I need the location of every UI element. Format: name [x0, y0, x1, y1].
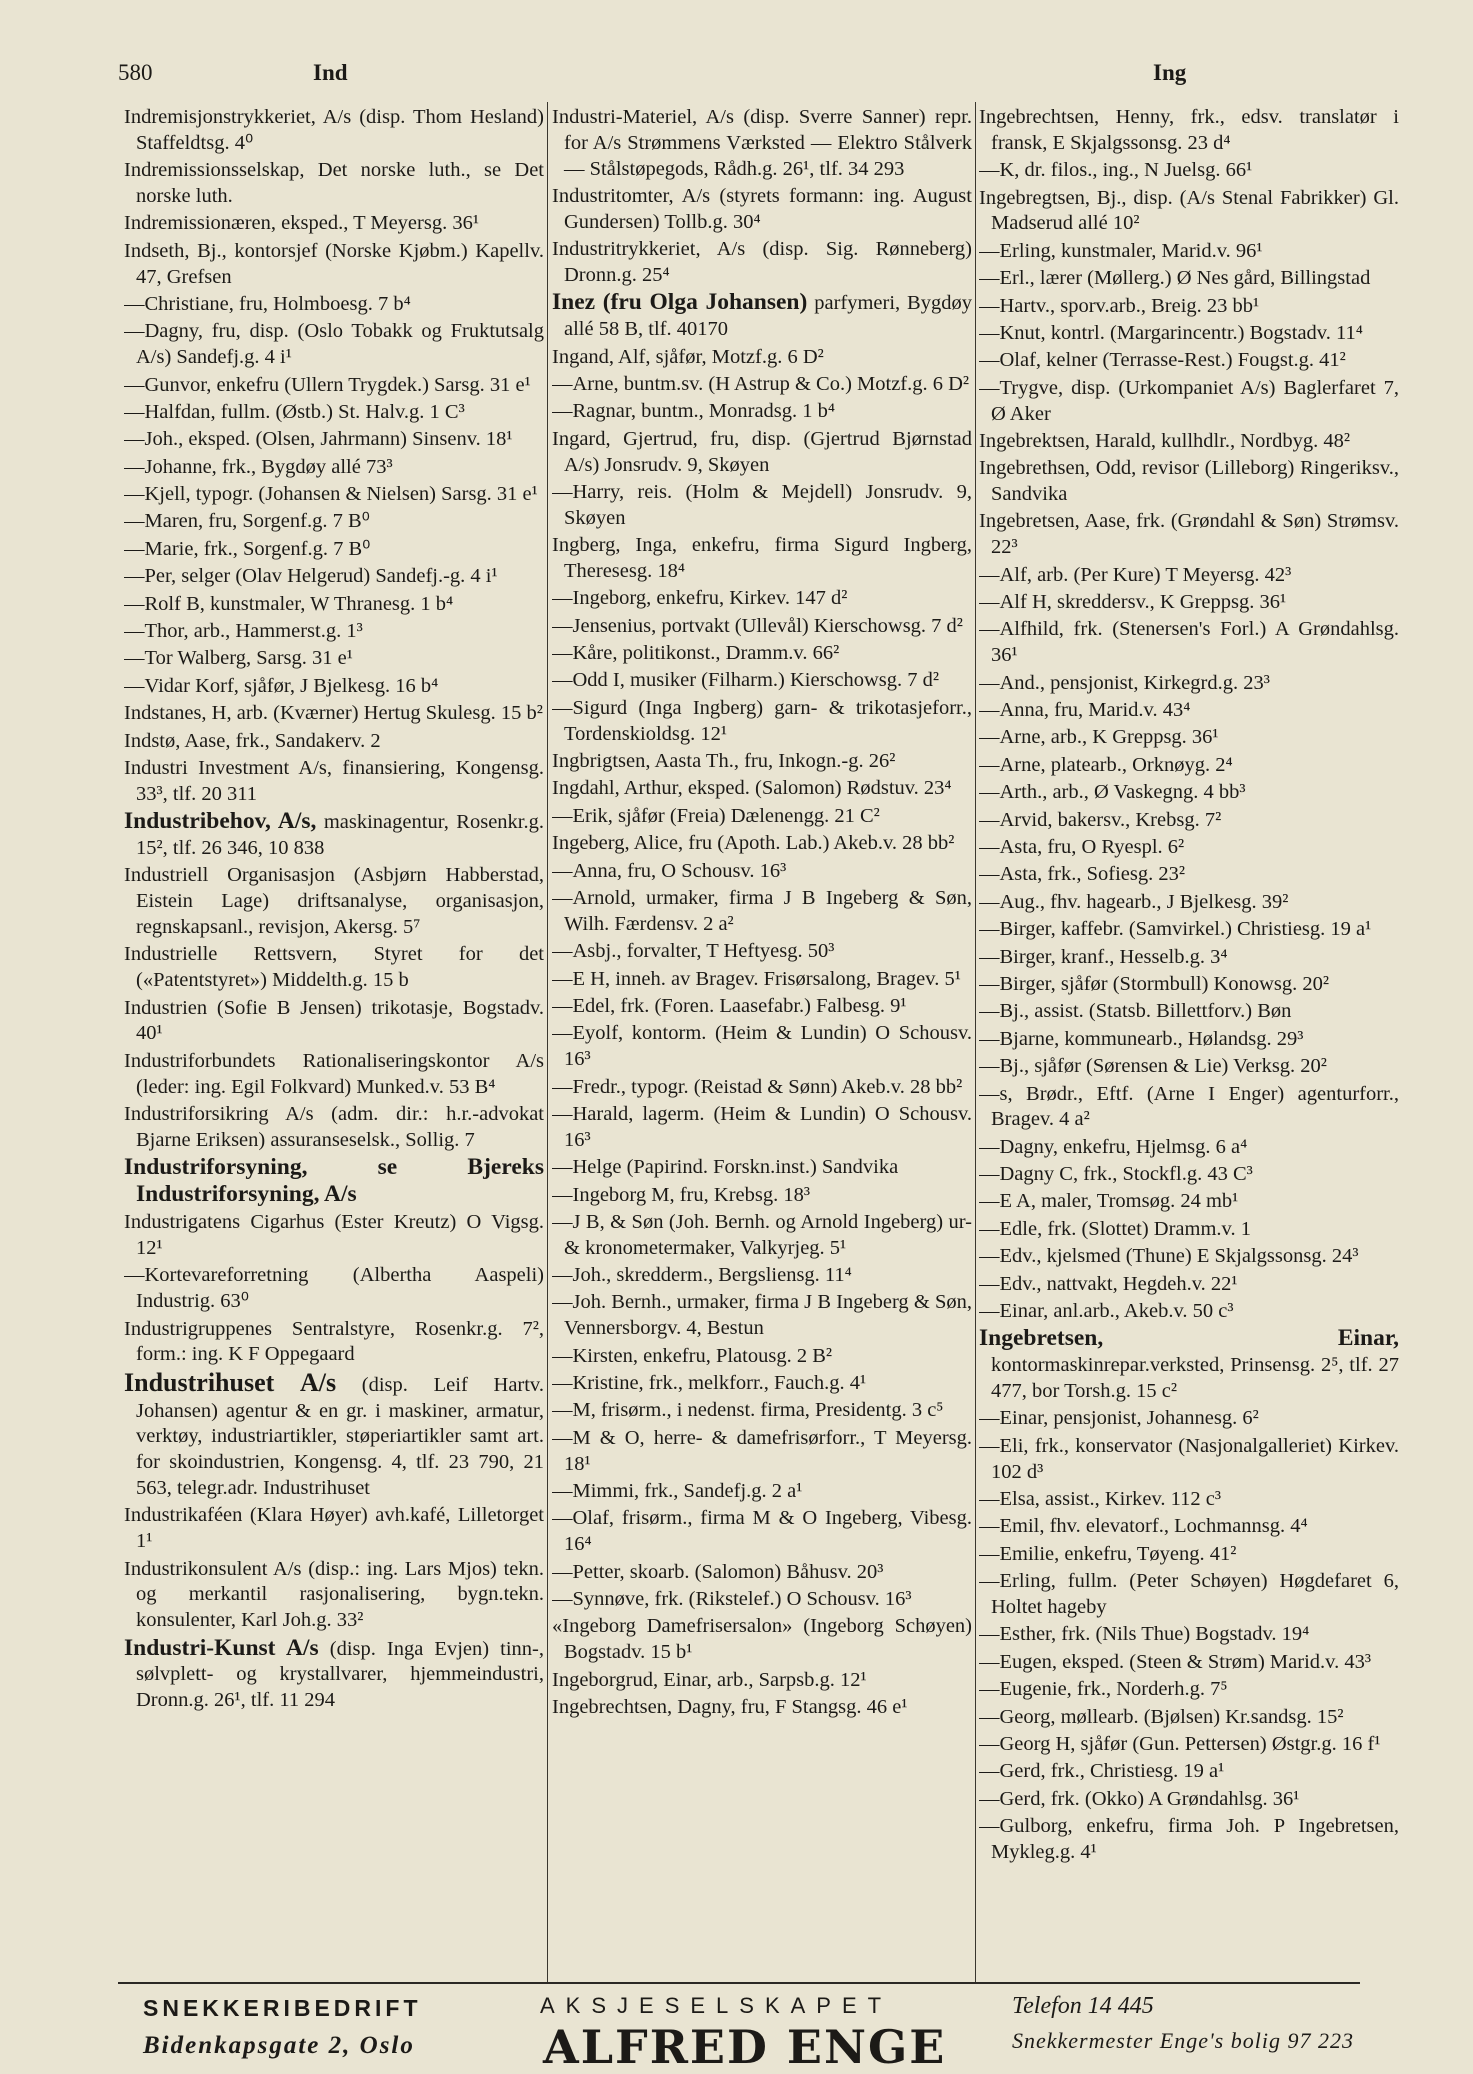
- entry-text: —s, Brødr., Eftf. (Arne I Enger) agenturforr., Bragev. 4 a²: [979, 1082, 1399, 1131]
- entry-text: —Edv., nattvakt, Hegdeh.v. 22¹: [979, 1272, 1238, 1295]
- entry-text: Industritomter, A/s (styrets formann: ing. August Gundersen) Tollb.g. 30⁴: [552, 184, 972, 233]
- directory-entry: [979, 563, 1399, 589]
- entry-text: Ingebrechtsen, Dagny, fru, F Stangsg. 46 e¹: [552, 1695, 908, 1718]
- directory-entry: [552, 859, 972, 885]
- entry-text: —Knut, kontrl. (Margarincentr.) Bogstadv. 11⁴: [979, 321, 1363, 344]
- directory-entry: [124, 537, 544, 563]
- entry-text: —Bj., assist. (Statsb. Billettforv.) Bøn: [979, 1000, 1292, 1023]
- entry-text: Industrielle Rettsvern, Styret for det («Patentstyret») Middelth.g. 15 b: [124, 943, 544, 992]
- directory-column-2: [552, 105, 972, 1985]
- entry-text: —Alf H, skreddersv., K Greppsg. 36¹: [979, 591, 1287, 614]
- directory-entry: [124, 1210, 544, 1262]
- directory-entry: [124, 674, 544, 700]
- directory-entry: [979, 698, 1399, 724]
- directory-entry: [552, 1344, 972, 1370]
- entry-text: —Maren, fru, Sorgenf.g. 7 B⁰: [124, 510, 370, 533]
- entry-text: —Esther, frk. (Nils Thue) Bogstadv. 19⁴: [979, 1623, 1310, 1646]
- directory-entry: [552, 1614, 972, 1666]
- entry-text: Industriforbundets Rationaliseringskontor A/s (leder: ing. Egil Folkvard) Munked.v. 53 B⁴: [124, 1049, 544, 1098]
- entry-text: —Kirsten, enkefru, Platousg. 2 B²: [552, 1344, 833, 1367]
- directory-entry: [979, 1189, 1399, 1215]
- directory-entry: [552, 345, 972, 371]
- entry-text: —Per, selger (Olav Helgerud) Sandefj.-g. 4 i¹: [124, 565, 498, 588]
- directory-entry: [979, 1814, 1399, 1866]
- directory-entry: [979, 105, 1399, 157]
- entry-text: —Helge (Papirind. Forskn.inst.) Sandvika: [552, 1156, 899, 1179]
- directory-entry: [979, 1162, 1399, 1188]
- directory-entry: [552, 372, 972, 398]
- directory-entry: [552, 1021, 972, 1073]
- entry-text: —Kåre, politikonst., Dramm.v. 66²: [552, 642, 840, 665]
- directory-entry: [124, 701, 544, 727]
- directory-entry: [552, 1560, 972, 1586]
- entry-text: Industrikonsulent A/s (disp.: ing. Lars Mjos) tekn. og merkantil rasjonalisering, bygn.tekn. konsulenter, Karl Joh.g. 33²: [124, 1557, 544, 1632]
- entry-text: Ingeberg, Alice, fru (Apoth. Lab.) Akeb.v. 28 bb²: [552, 832, 955, 855]
- directory-entry: [124, 592, 544, 618]
- entry-text: —Mimmi, frk., Sandefj.g. 2 a¹: [552, 1480, 803, 1503]
- directory-entry: [979, 1406, 1399, 1432]
- directory-entry: [979, 1217, 1399, 1243]
- entry-text: —Dagny, enkefru, Hjelmsg. 6 a⁴: [979, 1135, 1248, 1158]
- entry-text: —Sigurd (Inga Ingberg) garn- & trikotasjeforr., Tordenskioldsg. 12¹: [552, 696, 972, 745]
- directory-entry: [552, 399, 972, 425]
- entry-text: —Trygve, disp. (Urkompaniet A/s) Baglerfaret 7, Ø Aker: [979, 376, 1399, 425]
- entry-text: —Eli, frk., konservator (Nasjonalgalleriet) Kirkev. 102 d³: [979, 1434, 1399, 1483]
- directory-entry: [552, 1426, 972, 1478]
- directory-entry: [552, 967, 972, 993]
- entry-text: —Anna, fru, Marid.v. 43⁴: [979, 699, 1191, 722]
- entry-text: Indremissionsselskap, Det norske luth., se Det norske luth.: [124, 159, 544, 207]
- entry-text: —Arnold, urmaker, firma J B Ingeberg & Søn, Wilh. Færdensv. 2 a²: [552, 886, 972, 935]
- directory-entry: [552, 1695, 972, 1721]
- entry-text: Ingebrethsen, Odd, revisor (Lilleborg) Ringeriksv., Sandvika: [979, 457, 1399, 506]
- directory-entry: [124, 1636, 544, 1714]
- directory-entry: [552, 1290, 972, 1342]
- directory-entry: [979, 753, 1399, 779]
- entry-text: —Fredr., typogr. (Reistad & Sønn) Akeb.v. 28 bb²: [552, 1075, 963, 1098]
- directory-entry: [979, 1677, 1399, 1703]
- directory-entry: [124, 619, 544, 645]
- directory-entry: [979, 294, 1399, 320]
- entry-text: —Rolf B, kunstmaler, W Thranesg. 1 b⁴: [124, 592, 454, 615]
- directory-entry: [124, 1049, 544, 1101]
- directory-entry: [552, 1506, 972, 1558]
- entry-text: —Erik, sjåfør (Freia) Dælenengg. 21 C²: [552, 804, 880, 827]
- directory-entry: [124, 239, 544, 291]
- entry-text: —Asta, fru, O Ryespl. 6²: [979, 835, 1185, 858]
- directory-entry: [979, 1759, 1399, 1785]
- directory-entry: [124, 1557, 544, 1634]
- entry-text: —Kristine, frk., melkforr., Fauch.g. 4¹: [552, 1372, 867, 1395]
- directory-entry: [124, 1102, 544, 1154]
- directory-entry: [552, 886, 972, 938]
- directory-entry: [124, 292, 544, 318]
- directory-entry: [979, 1705, 1399, 1731]
- entry-text: —Emilie, enkefru, Tøyeng. 41²: [979, 1542, 1237, 1565]
- entry-text: «Ingeborg Damefrisersalon» (Ingeborg Schøyen) Bogstadv. 15 b¹: [552, 1615, 972, 1664]
- entry-text: —Olaf, frisørm., firma M & O Ingeberg, Vibesg. 16⁴: [552, 1507, 972, 1556]
- entry-text: —Harald, lagerm. (Heim & Lundin) O Schousv. 16³: [552, 1102, 972, 1151]
- entry-text: —Dagny C, frk., Stockfl.g. 43 C³: [979, 1163, 1253, 1186]
- directory-entry: [979, 348, 1399, 374]
- directory-entry: [124, 211, 544, 237]
- directory-entry: [979, 1326, 1399, 1404]
- directory-entry: [979, 429, 1399, 455]
- directory-entry: [552, 1155, 972, 1181]
- entry-text: (disp. Leif Hartv. Johansen) agentur & en gr. i maskiner, armatur, verktøy, industriartikler, støperiartikler samt art. for skoindustrien, Kongensg. 4, tlf. 23 790, 21 563, telegr.adr. Industrihuset: [136, 1373, 544, 1500]
- entry-text: —Georg H, sjåfør (Gun. Pettersen) Østgr.g. 16 f¹: [979, 1732, 1381, 1755]
- entry-text: Ingebregtsen, Bj., disp. (A/s Stenal Fabrikker) Gl. Madserud allé 10²: [979, 186, 1399, 235]
- entry-text: —Erling, fullm. (Peter Schøyen) Høgdefaret 6, Holtet hageby: [979, 1570, 1399, 1618]
- directory-entry: [979, 808, 1399, 834]
- entry-text: Industriforsikring A/s (adm. dir.: h.r.-advokat Bjarne Eriksen) assuranseselsk., Sollig. 7: [124, 1102, 544, 1151]
- entry-text: Industrikaféen (Klara Høyer) avh.kafé, Lilletorget 1¹: [124, 1504, 544, 1553]
- entry-text: —Arne, buntm.sv. (H Astrup & Co.) Motzf.g. 6 D²: [552, 372, 970, 395]
- entry-text: —Alf, arb. (Per Kure) T Meyersg. 42³: [979, 563, 1292, 586]
- directory-entry: [124, 1367, 544, 1502]
- directory-column-3: [979, 105, 1399, 1985]
- footer-divider: [118, 1982, 1360, 1984]
- entry-text: Industriell Organisasjon (Asbjørn Habberstad, Eistein Lage) driftsanalyse, organisasjon, regnskapsanl., revisjon, Akersg. 5⁷: [124, 864, 544, 938]
- entry-text: —Eugen, eksped. (Steen & Strøm) Marid.v. 43³: [979, 1650, 1371, 1673]
- directory-entry: [552, 1210, 972, 1262]
- directory-entry: [552, 749, 972, 775]
- directory-entry: [979, 1622, 1399, 1648]
- directory-entry: [552, 804, 972, 830]
- directory-entry: [124, 373, 544, 399]
- directory-entry: [552, 939, 972, 965]
- entry-bold-name: Ingebretsen, Einar,: [979, 1325, 1399, 1352]
- entry-text: —Gunvor, enkefru (Ullern Trygdek.) Sarsg. 31 e¹: [124, 373, 531, 396]
- entry-text: Industrigruppenes Sentralstyre, Rosenkr.g. 7², form.: ing. K F Oppegaard: [124, 1317, 544, 1366]
- entry-text: Ingeborgrud, Einar, arb., Sarpsb.g. 12¹: [552, 1668, 867, 1691]
- entry-text: —Georg, møllearb. (Bjølsen) Kr.sandsg. 15²: [979, 1705, 1344, 1728]
- directory-entry: [979, 1135, 1399, 1161]
- directory-entry: [124, 1155, 544, 1209]
- directory-entry: [124, 105, 544, 157]
- entry-text: —Dagny, fru, disp. (Oslo Tobakk og Fruktutsalg A/s) Sandefj.g. 4 i¹: [124, 320, 544, 369]
- entry-text: —Christiane, fru, Holmboesg. 7 b⁴: [124, 292, 411, 315]
- entry-text: —Petter, skoarb. (Salomon) Båhusv. 20³: [552, 1560, 884, 1583]
- entry-text: —Alfhild, frk. (Stenersen's Forl.) A Grøndahlsg. 36¹: [979, 618, 1399, 667]
- page-number: 580: [118, 60, 153, 85]
- entry-bold-name: Industriforsyning, se Bjereks Industriforsyning, A/s: [124, 1154, 544, 1207]
- entry-text: —Birger, kranf., Hesselb.g. 3⁴: [979, 945, 1228, 968]
- directory-entry: [124, 729, 544, 755]
- entry-text: —Jensenius, portvakt (Ullevål) Kierschowsg. 7 d²: [552, 614, 963, 637]
- column-divider: [547, 102, 548, 1982]
- entry-text: —E A, maler, Tromsøg. 24 mb¹: [979, 1190, 1239, 1213]
- entry-text: Ingand, Alf, sjåfør, Motzf.g. 6 D²: [552, 345, 824, 368]
- directory-entry: [979, 972, 1399, 998]
- directory-entry: [979, 999, 1399, 1025]
- entry-text: —Ragnar, buntm., Monradsg. 1 b⁴: [552, 400, 836, 423]
- ad-left-address: Bidenkapsgate 2, Oslo: [143, 2032, 415, 2059]
- entry-text: —Arvid, bakersv., Krebsg. 7²: [979, 808, 1222, 831]
- directory-entry: [552, 586, 972, 612]
- directory-entry: [124, 158, 544, 210]
- directory-entry: [124, 509, 544, 535]
- directory-entry: [124, 400, 544, 426]
- entry-text: —Ingeborg M, fru, Krebsg. 18³: [552, 1183, 810, 1206]
- column-divider: [975, 102, 976, 1982]
- directory-entry: [552, 614, 972, 640]
- directory-entry: [124, 1503, 544, 1555]
- entry-text: —Vidar Korf, sjåfør, J Bjelkesg. 16 b⁴: [124, 674, 439, 697]
- directory-entry: [979, 780, 1399, 806]
- directory-entry: [552, 427, 972, 479]
- directory-entry: [979, 456, 1399, 508]
- directory-entry: [124, 482, 544, 508]
- entry-text: Indremissionæren, eksped., T Meyersg. 36¹: [124, 212, 479, 235]
- directory-entry: [979, 1027, 1399, 1053]
- entry-text: —E H, inneh. av Bragev. Frisørsalong, Bragev. 5¹: [552, 967, 961, 990]
- entry-text: —Eyolf, kontorm. (Heim & Lundin) O Schousv. 16³: [552, 1022, 972, 1071]
- entry-text: —Einar, anl.arb., Akeb.v. 50 c³: [979, 1300, 1234, 1323]
- directory-entry: [552, 1479, 972, 1505]
- directory-entry: [552, 237, 972, 289]
- directory-entry: [979, 671, 1399, 697]
- entry-text: Ingbrigtsen, Aasta Th., fru, Inkogn.-g. 26²: [552, 750, 896, 773]
- directory-entry: [552, 641, 972, 667]
- entry-text: —Arth., arb., Ø Vaskegng. 4 bb³: [979, 781, 1246, 804]
- entry-text: —Harry, reis. (Holm & Mejdell) Jonsrudv. 9, Skøyen: [552, 480, 972, 529]
- entry-bold-name: Industrihuset A/s: [124, 1367, 337, 1397]
- ad-right-home: Snekkermester Enge's bolig 97 223: [1012, 2028, 1354, 2053]
- directory-entry: [552, 1183, 972, 1209]
- entry-text: Industritrykkeriet, A/s (disp. Sig. Rønneberg) Dronn.g. 25⁴: [552, 238, 972, 286]
- directory-entry: [552, 1102, 972, 1154]
- entry-text: —Olaf, kelner (Terrasse-Rest.) Fougst.g. 41²: [979, 349, 1346, 372]
- entry-text: —Eugenie, frk., Norderh.g. 7⁵: [979, 1678, 1228, 1701]
- entry-text: —Bjarne, kommunearb., Hølandsg. 29³: [979, 1027, 1304, 1050]
- directory-entry: [124, 427, 544, 453]
- entry-text: Industri-Materiel, A/s (disp. Sverre Sanner) repr. for A/s Strømmens Værksted — Elektro Stålverk — Stålstøpegods, Rådh.g. 26¹, tlf. 34 293: [552, 106, 972, 180]
- directory-entry: [979, 1082, 1399, 1134]
- entry-text: —Asta, frk., Sofiesg. 23²: [979, 863, 1186, 886]
- ad-left-title: SNEKKERIBEDRIFT: [143, 1995, 422, 2021]
- directory-entry: [552, 1668, 972, 1694]
- entry-text: —Hartv., sporv.arb., Breig. 23 bb¹: [979, 294, 1260, 317]
- directory-entry: [979, 1514, 1399, 1540]
- entry-text: —Edle, frk. (Slottet) Dramm.v. 1: [979, 1217, 1251, 1240]
- entry-text: Ingdahl, Arthur, eksped. (Salomon) Rødstuv. 23⁴: [552, 777, 952, 800]
- entry-text: —Halfdan, fullm. (Østb.) St. Halv.g. 1 C³: [124, 400, 465, 423]
- entry-text: Ingard, Gjertrud, fru, disp. (Gjertrud Bjørnstad A/s) Jonsrudv. 9, Skøyen: [552, 427, 972, 476]
- entry-text: —J B, & Søn (Joh. Bernh. og Arnold Ingeberg) ur- & kronometermaker, Valkyrjeg. 5¹: [552, 1210, 972, 1259]
- directory-entry: [124, 319, 544, 371]
- entry-bold-name: Industribehov, A/s,: [124, 808, 317, 835]
- directory-entry: [979, 239, 1399, 265]
- entry-text: —Kortevareforretning (Albertha Aaspeli) Industrig. 63⁰: [124, 1264, 544, 1313]
- directory-entry: [979, 890, 1399, 916]
- entry-text: —Joh. Bernh., urmaker, firma J B Ingeberg & Søn, Vennersborgv. 4, Bestun: [552, 1291, 972, 1340]
- directory-entry: [552, 1371, 972, 1397]
- directory-entry: [979, 1542, 1399, 1568]
- entry-text: Industrien (Sofie B Jensen) trikotasje, Bogstadv. 40¹: [124, 996, 544, 1045]
- directory-entry: [979, 1054, 1399, 1080]
- entry-text: —Tor Walberg, Sarsg. 31 e¹: [124, 647, 353, 670]
- entry-text: —Bj., sjåfør (Sørensen & Lie) Verksg. 20²: [979, 1055, 1327, 1078]
- entry-text: —K, dr. filos., ing., N Juelsg. 66¹: [979, 159, 1253, 182]
- ad-center-name: ALFRED ENGE: [543, 2020, 947, 2074]
- entry-text: maskinagentur, Rosenkr.g. 15², tlf. 26 346, 10 838: [136, 811, 544, 859]
- entry-text: parfymeri, Bygdøy allé 58 B, tlf. 40170: [564, 292, 972, 341]
- directory-entry: [979, 1434, 1399, 1486]
- entry-text: —Johanne, frk., Bygdøy allé 73³: [124, 455, 393, 478]
- directory-entry: [979, 835, 1399, 861]
- entry-text: Industrigatens Cigarhus (Ester Kreutz) O Vigsg. 12¹: [124, 1211, 544, 1260]
- ad-center-label: AKSJESELSKAPET: [540, 1993, 893, 2018]
- directory-entry: [552, 831, 972, 857]
- entry-text: —Edel, frk. (Foren. Laasefabr.) Falbesg. 9¹: [552, 994, 907, 1017]
- directory-entry: [979, 1787, 1399, 1813]
- entry-text: —Ingeborg, enkefru, Kirkev. 147 d²: [552, 587, 848, 610]
- directory-entry: [552, 480, 972, 532]
- entry-text: —Gerd, frk., Christiesg. 19 a¹: [979, 1760, 1225, 1783]
- directory-entry: [552, 1263, 972, 1289]
- entry-text: —Odd I, musiker (Filharm.) Kierschowsg. 7 d²: [552, 669, 940, 692]
- directory-entry: [124, 1317, 544, 1369]
- directory-entry: [124, 942, 544, 994]
- entry-text: —Erl., lærer (Møllerg.) Ø Nes gård, Billingstad: [979, 267, 1371, 290]
- entry-text: —Birger, kaffebr. (Samvirkel.) Christiesg. 19 a¹: [979, 918, 1372, 941]
- directory-entry: [979, 1299, 1399, 1325]
- entry-text: —Birger, sjåfør (Stormbull) Konowsg. 20²: [979, 972, 1330, 995]
- directory-entry: [552, 290, 972, 343]
- directory-entry: [124, 809, 544, 862]
- entry-text: —Kjell, typogr. (Johansen & Nielsen) Sarsg. 31 e¹: [124, 483, 538, 506]
- entry-text: Industri Investment A/s, finansiering, Kongensg. 33³, tlf. 20 311: [124, 757, 544, 805]
- directory-entry: [552, 184, 972, 236]
- entry-text: —Gerd, frk. (Okko) A Grøndahlsg. 36¹: [979, 1787, 1300, 1810]
- entry-bold-name: Industri-Kunst A/s: [124, 1634, 319, 1661]
- entry-text: —Synnøve, frk. (Rikstelef.) O Schousv. 16³: [552, 1587, 912, 1610]
- directory-entry: [979, 376, 1399, 428]
- entry-bold-name: Inez (fru Olga Johansen): [552, 289, 808, 316]
- entry-text: Ingberg, Inga, enkefru, firma Sigurd Ingberg, Theresesg. 18⁴: [552, 534, 972, 582]
- directory-entry: [124, 1263, 544, 1315]
- entry-text: Ingebretsen, Aase, frk. (Grøndahl & Søn) Strømsv. 22³: [979, 510, 1399, 559]
- entry-text: —Einar, pensjonist, Johannesg. 6²: [979, 1407, 1259, 1430]
- directory-entry: [979, 266, 1399, 292]
- directory-entry: [124, 756, 544, 808]
- entry-text: Indseth, Bj., kontorsjef (Norske Kjøbm.) Kapellv. 47, Grefsen: [124, 239, 544, 288]
- directory-entry: [979, 617, 1399, 669]
- directory-entry: [979, 590, 1399, 616]
- entry-text: —Asbj., forvalter, T Heftyesg. 50³: [552, 940, 835, 963]
- directory-entry: [552, 994, 972, 1020]
- directory-entry: [552, 1398, 972, 1424]
- entry-text: Indstø, Aase, frk., Sandakerv. 2: [124, 729, 381, 752]
- entry-text: Indremisjonstrykkeriet, A/s (disp. Thom Hesland) Staffeldtsg. 4⁰: [124, 106, 544, 154]
- directory-entry: [979, 1272, 1399, 1298]
- entry-text: —M & O, herre- & damefrisørforr., T Meyersg. 18¹: [552, 1426, 972, 1475]
- entry-text: —Joh., skredderm., Bergsliensg. 11⁴: [552, 1264, 852, 1287]
- directory-entry: [552, 1075, 972, 1101]
- entry-text: (disp. Inga Evjen) tinn-, sølvplett- og krystallvarer, hjemmeindustri, Dronn.g. 26¹, tlf. 11 294: [136, 1637, 544, 1712]
- directory-entry: [979, 945, 1399, 971]
- directory-entry: [552, 533, 972, 585]
- entry-text: —Elsa, assist., Kirkev. 112 c³: [979, 1487, 1222, 1510]
- directory-entry: [124, 996, 544, 1048]
- entry-text: —And., pensjonist, Kirkegrd.g. 23³: [979, 671, 1270, 694]
- entry-text: —Aug., fhv. hagearb., J Bjelkesg. 39²: [979, 890, 1289, 913]
- entry-text: —Arne, platearb., Orknøyg. 2⁴: [979, 753, 1233, 776]
- directory-entry: [979, 917, 1399, 943]
- entry-text: —Emil, fhv. elevatorf., Lochmannsg. 4⁴: [979, 1515, 1308, 1538]
- entry-text: —Anna, fru, O Schousv. 16³: [552, 859, 787, 882]
- directory-entry: [979, 509, 1399, 561]
- directory-entry: [979, 1569, 1399, 1621]
- directory-entry: [552, 776, 972, 802]
- entry-text: —Thor, arb., Hammerst.g. 1³: [124, 620, 363, 643]
- directory-entry: [979, 158, 1399, 184]
- entry-text: —Joh., eksped. (Olsen, Jahrmann) Sinsenv. 18¹: [124, 428, 513, 451]
- directory-entry: [552, 1587, 972, 1613]
- entry-text: Ingebrechtsen, Henny, frk., edsv. translatør i fransk, E Skjalgssonsg. 23 d⁴: [979, 106, 1399, 154]
- entry-text: —M, frisørm., i nedenst. firma, Presidentg. 3 c⁵: [552, 1399, 944, 1422]
- directory-entry: [124, 863, 544, 940]
- entry-text: —Gulborg, enkefru, firma Joh. P Ingebretsen, Mykleg.g. 4¹: [979, 1815, 1399, 1863]
- left-running-head: Ind: [313, 60, 348, 85]
- directory-entry: [124, 455, 544, 481]
- directory-entry: [979, 321, 1399, 347]
- directory-entry: [979, 1732, 1399, 1758]
- directory-entry: [979, 1487, 1399, 1513]
- ad-right-phone: Telefon 14 445: [1012, 1993, 1154, 2019]
- directory-entry: [552, 696, 972, 748]
- directory-entry: [552, 105, 972, 182]
- right-running-head: Ing: [1153, 60, 1187, 85]
- directory-entry: [979, 1244, 1399, 1270]
- entry-text: —Edv., kjelsmed (Thune) E Skjalgssonsg. 24³: [979, 1245, 1359, 1268]
- directory-entry: [552, 668, 972, 694]
- entry-text: Ingebrektsen, Harald, kullhdlr., Nordbyg. 48²: [979, 429, 1351, 452]
- entry-text: —Marie, frk., Sorgenf.g. 7 B⁰: [124, 537, 371, 560]
- directory-entry: [124, 564, 544, 590]
- entry-text: kontormaskinrepar.verksted, Prinsensg. 2⁵, tlf. 27 477, bor Torsh.g. 15 c²: [991, 1354, 1399, 1403]
- entry-text: —Erling, kunstmaler, Marid.v. 96¹: [979, 239, 1263, 262]
- directory-column-1: [124, 105, 544, 1985]
- entry-text: Indstanes, H, arb. (Kværner) Hertug Skulesg. 15 b²: [124, 702, 543, 725]
- directory-entry: [979, 862, 1399, 888]
- directory-entry: [979, 1650, 1399, 1676]
- directory-entry: [124, 646, 544, 672]
- directory-entry: [979, 186, 1399, 238]
- entry-text: —Arne, arb., K Greppsg. 36¹: [979, 726, 1219, 749]
- directory-entry: [979, 725, 1399, 751]
